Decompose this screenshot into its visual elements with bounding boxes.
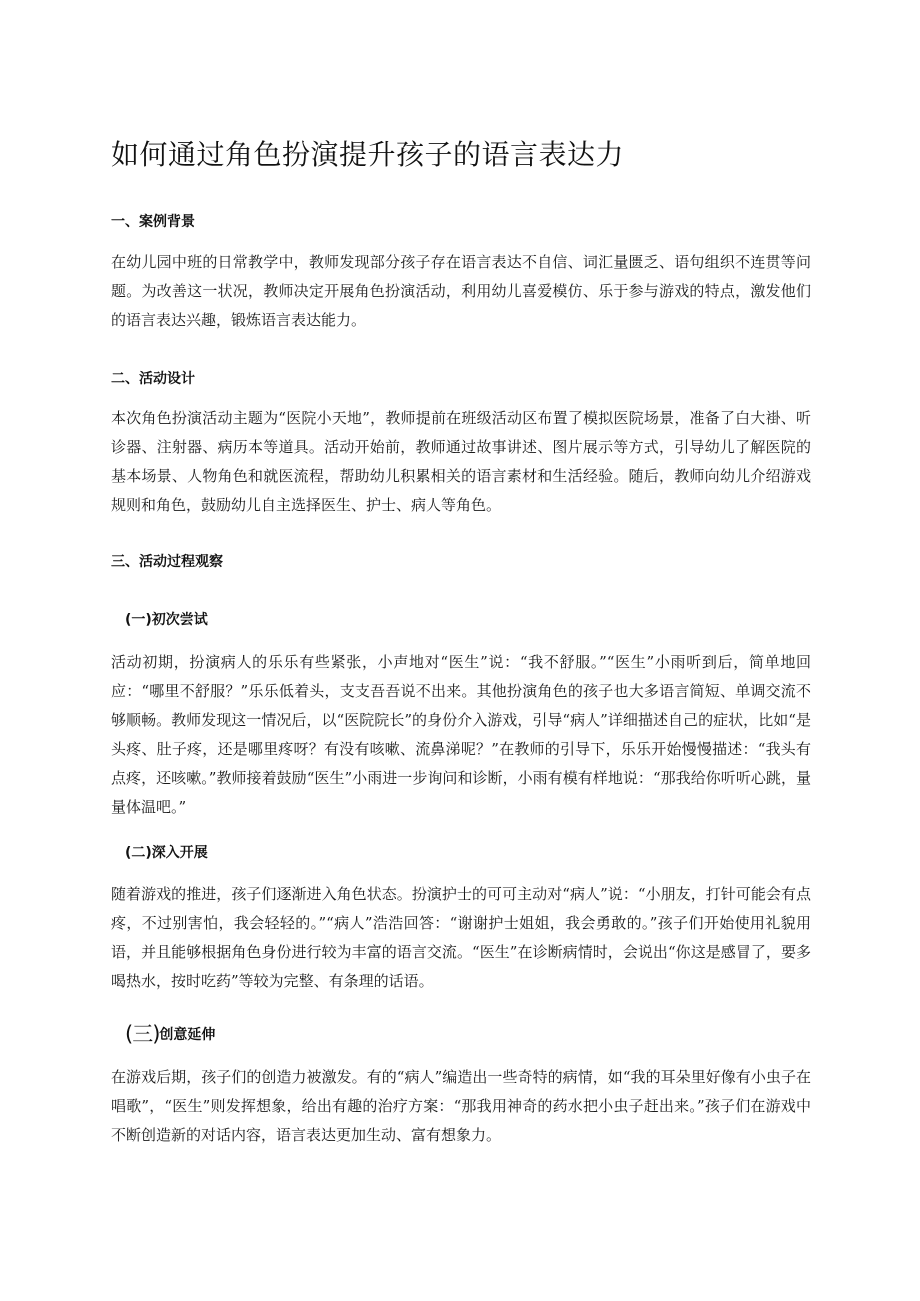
subsection-heading-creative xyxy=(125,1024,215,1045)
subsection-heading-deepening: (二)深入开展 xyxy=(125,845,208,861)
section-body-design: 本次角色扮演活动主题为“医院小天地”，教师提前在班级活动区布置了模拟医院场景，准备了白大褂、听诊器、注射器、病历本等道具。活动开始前，教师通过故事讲述、图片展示等方式，引导幼儿了解医院的基本场景、人物角色和就医流程，帮助幼儿积累相关的语言素材和生活经验。随后，教师向幼儿介绍游戏规则和角色，鼓励幼儿自主选择医生、护士、病人等角色。 xyxy=(111,409,811,514)
subsection-number: (三) xyxy=(125,1022,160,1046)
section-heading-design: 二、活动设计 xyxy=(111,371,195,387)
subsection-body-first-try: 活动初期，扮演病人的乐乐有些紧张，小声地对“医生”说：“我不舒服。”“医生”小雨听到后，简单地回应：“哪里不舒服？”乐乐低着头，支支吾吾说不出来。其他扮演角色的孩子也大多语言简短、单调交流不够顺畅。教师发现这一情况后，以“医院院长”的身份介入游戏，引导“病人”详细描述自己的症状，比如“是头疼、肚子疼，还是哪里疼呀？有没有咳嗽、流鼻涕呢？”在教师的引导下，乐乐开始慢慢描述：“我头有点疼，还咳嗽。”教师接着鼓励“医生”小雨进一步询问和诊断，小雨有模有样地说：“那我给你听听心跳，量量体温吧。” xyxy=(111,653,811,816)
section-body-background: 在幼儿园中班的日常教学中，教师发现部分孩子存在语言表达不自信、词汇量匮乏、语句组织不连贯等问题。为改善这一状况，教师决定开展角色扮演活动，利用幼儿喜爱模仿、乐于参与游戏的特点，激发他们的语言表达兴趣，锻炼语言表达能力。 xyxy=(111,253,811,329)
document-title: 如何通过角色扮演提升孩子的语言表达力 xyxy=(111,138,625,171)
subsection-body-creative: 在游戏后期，孩子们的创造力被激发。有的“病人”编造出一些奇特的病情，如“我的耳朵里好像有小虫子在唱歌”，“医生”则发挥想象，给出有趣的治疗方案：“那我用神奇的药水把小虫子赶出来。”孩子们在游戏中不断创造新的对话内容，语言表达更加生动、富有想象力。 xyxy=(111,1068,811,1144)
subsection-body-deepening: 随着游戏的推进，孩子们逐渐进入角色状态。扮演护士的可可主动对“病人”说：“小朋友，打针可能会有点疼，不过别害怕，我会轻轻的。”“病人”浩浩回答：“谢谢护士姐姐，我会勇敢的。”孩子们开始使用礼貌用语，并且能够根据角色身份进行较为丰富的语言交流。“医生”在诊断病情时，会说出“你这是感冒了，要多喝热水，按时吃药”等较为完整、有条理的话语。 xyxy=(111,885,811,990)
section-heading-background: 一、案例背景 xyxy=(111,214,195,230)
subsection-heading-first-try: (一)初次尝试 xyxy=(125,612,208,628)
section-heading-observation: 三、活动过程观察 xyxy=(111,554,223,570)
subsection-heading-text: 创意延伸 xyxy=(159,1027,216,1043)
